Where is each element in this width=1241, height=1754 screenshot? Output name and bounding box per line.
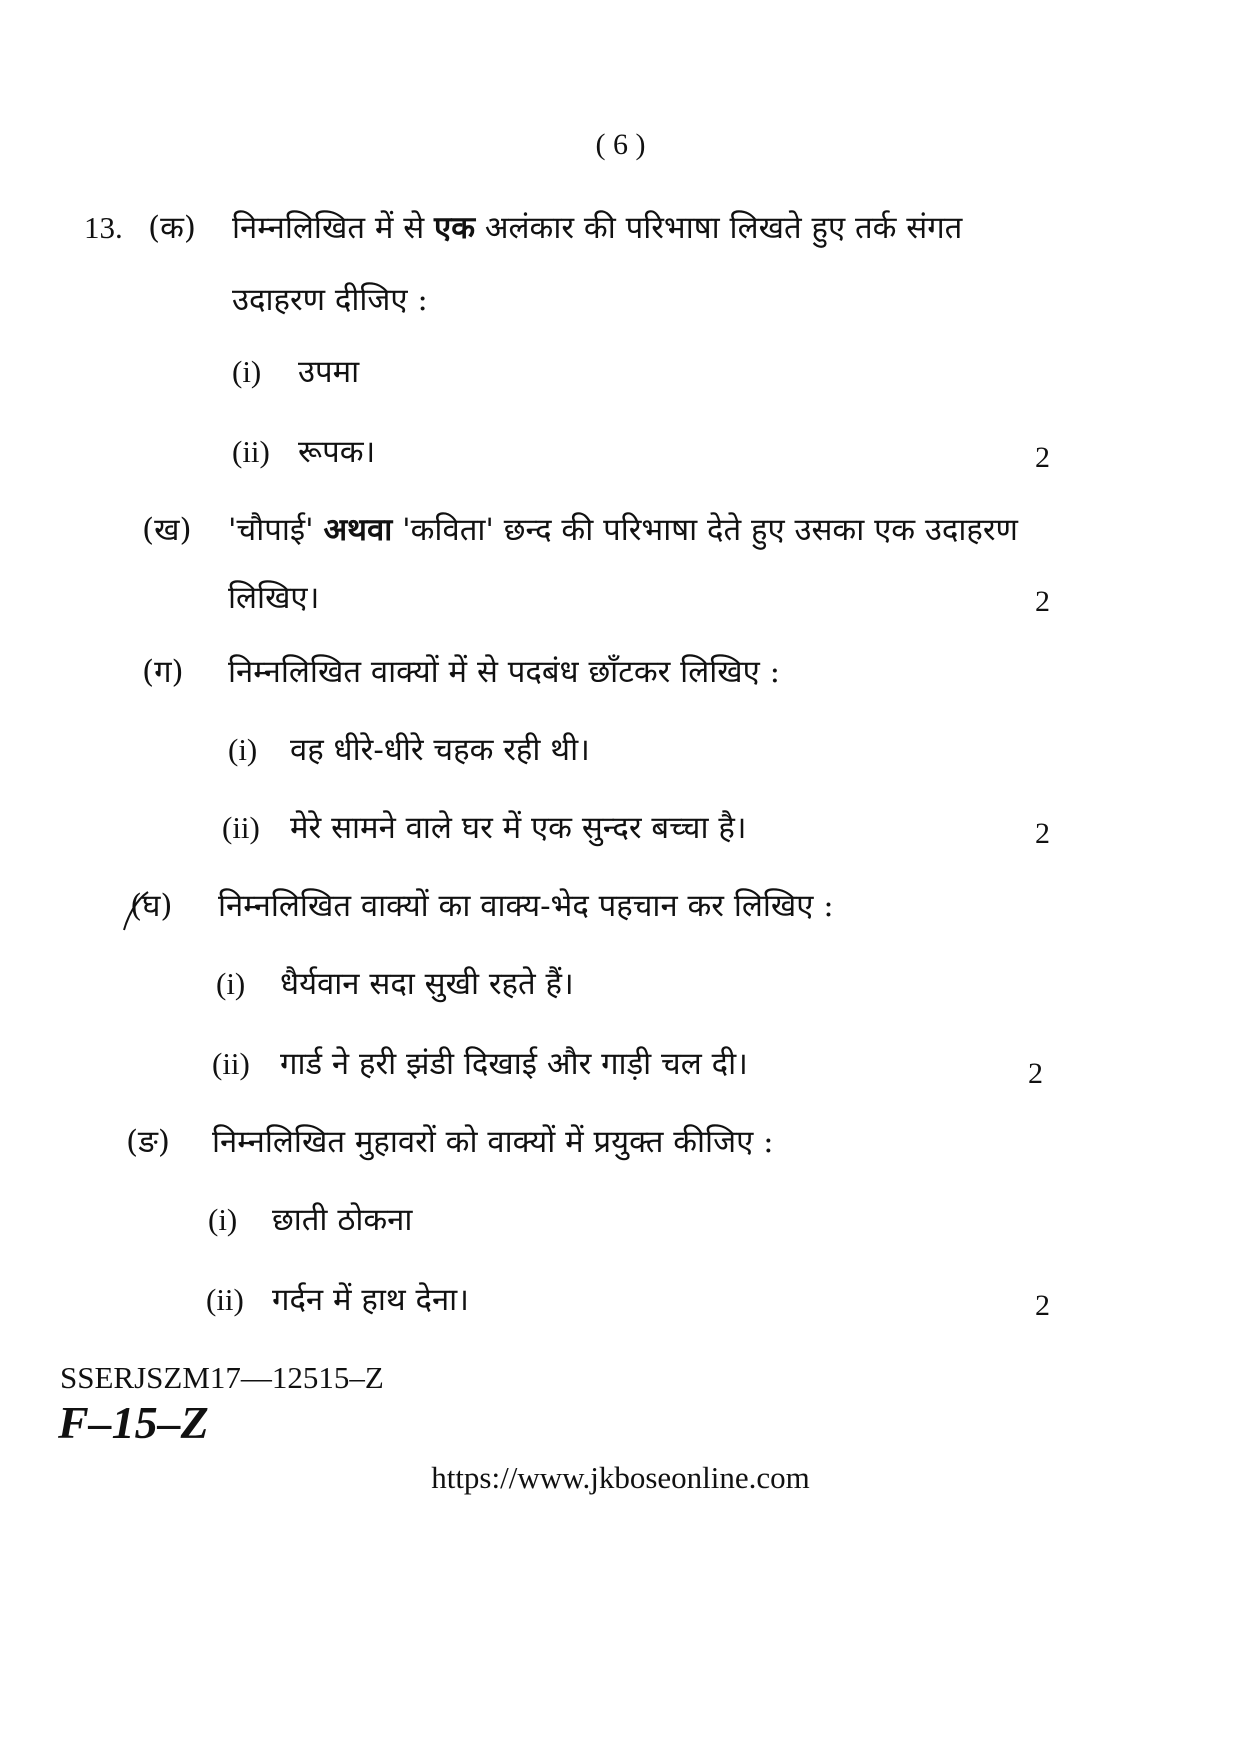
section-ga-item-1-label: (i): [228, 732, 258, 767]
section-ka-item-1-label: (i): [232, 354, 262, 389]
section-ga-marks: 2: [1035, 817, 1050, 850]
section-ka-line2: उदाहरण दीजिए :: [232, 282, 428, 318]
section-ka-line1-bold: एक: [434, 210, 475, 246]
section-kha-marks: 2: [1035, 585, 1050, 618]
section-ka-line1-a: निम्नलिखित में से: [232, 210, 435, 246]
form-code: F–15–Z: [58, 1397, 209, 1448]
section-ka-label: (क): [148, 210, 196, 246]
section-gha-item-2-label: (ii): [212, 1046, 250, 1081]
section-kha-label: (ख): [142, 512, 192, 548]
page-number: ( 6 ): [595, 128, 646, 161]
source-url: https://www.jkboseonline.com: [431, 1460, 810, 1495]
section-nga-item-2-label: (ii): [206, 1282, 244, 1317]
section-kha-line1-bold: अथवा: [323, 512, 393, 548]
section-nga-item-1-text: छाती ठोकना: [272, 1202, 413, 1238]
section-ga-line1: निम्नलिखित वाक्यों में से पदबंध छाँटकर लिखिए :: [228, 654, 781, 690]
section-ga-item-2-text: मेरे सामने वाले घर में एक सुन्दर बच्चा है।: [290, 810, 747, 846]
section-ka-marks: 2: [1035, 441, 1050, 474]
section-ka-item-2-text: रूपक।: [298, 434, 376, 470]
question-number: 13.: [84, 210, 123, 245]
section-nga-marks: 2: [1035, 1289, 1050, 1322]
section-nga-label: (ङ): [126, 1124, 170, 1160]
section-ka-item-1-text: उपमा: [298, 354, 360, 390]
section-ga-item-1-text: वह धीरे-धीरे चहक रही थी।: [290, 732, 590, 768]
section-kha-line1-b: 'कविता' छन्द की परिभाषा देते हुए उसका एक उदाहरण: [392, 512, 1018, 548]
section-gha-item-1-label: (i): [216, 966, 246, 1001]
section-kha-line1-a: 'चौपाई': [228, 512, 324, 548]
section-gha-item-1-text: धैर्यवान सदा सुखी रहते हैं।: [280, 966, 574, 1002]
section-gha-line1: निम्नलिखित वाक्यों का वाक्य-भेद पहचान कर लिखिए :: [218, 888, 834, 924]
paper-code: SSERJSZM17—12515–Z: [60, 1360, 384, 1395]
section-ga-label: (ग): [142, 654, 184, 690]
section-gha-item-2-text: गार्ड ने हरी झंडी दिखाई और गाड़ी चल दी।: [280, 1046, 748, 1082]
section-gha-marks: 2: [1028, 1057, 1043, 1090]
section-nga-item-2-text: गर्दन में हाथ देना।: [272, 1282, 469, 1318]
section-ka-line1: [232, 208, 962, 248]
section-kha-line1: [228, 510, 1018, 550]
pen-mark-icon: [118, 886, 160, 940]
section-gha-label: (घ): [130, 888, 173, 924]
section-ka-item-2-label: (ii): [232, 434, 270, 469]
section-kha-line2: लिखिए।: [228, 580, 320, 616]
section-nga-line1: निम्नलिखित मुहावरों को वाक्यों में प्रयुक्त कीजिए :: [212, 1124, 774, 1160]
section-ka-line1-b: अलंकार की परिभाषा लिखते हुए तर्क संगत: [475, 210, 963, 246]
section-ga-item-2-label: (ii): [222, 810, 260, 845]
section-nga-item-1-label: (i): [208, 1202, 238, 1237]
